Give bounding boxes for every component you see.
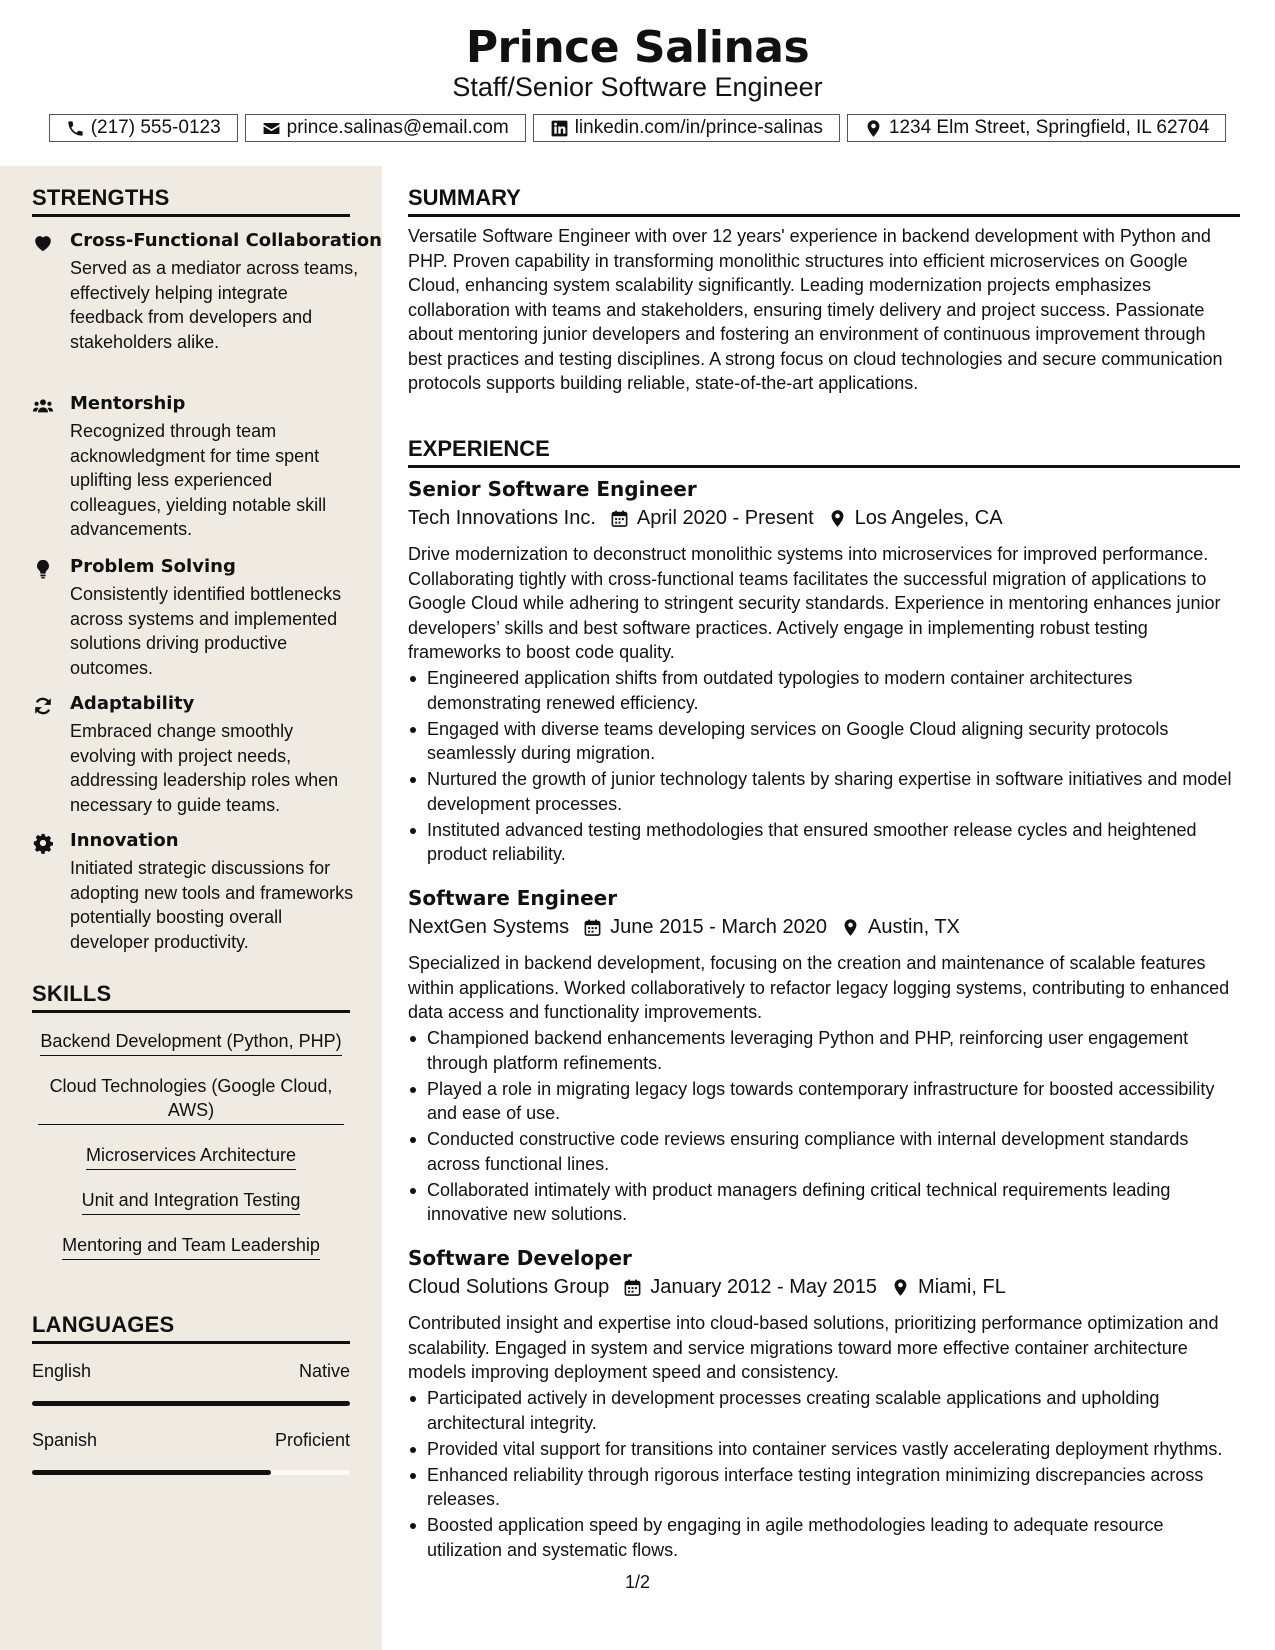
calendar-icon (623, 1278, 642, 1297)
job-title: Senior Software Engineer (408, 477, 697, 501)
skills-heading: SKILLS (32, 981, 112, 1006)
strength-item (32, 693, 362, 813)
bullet-item: Enhanced reliability through rigorous interface testing integration minimizing discrepancies across releases. (408, 1463, 1240, 1512)
job-dates: April 2020 - Present (636, 507, 814, 529)
language-bar-fill (32, 1470, 271, 1475)
strength-desc: Consistently identified bottlenecks across systems and implemented solutions driving productive outcomes. (70, 584, 342, 678)
job-bullets (408, 1386, 1240, 1564)
summary-heading: SUMMARY (408, 185, 521, 210)
job-meta (408, 1276, 1006, 1299)
job-location: Los Angeles, CA (854, 507, 1003, 529)
job-bullets (408, 1026, 1240, 1228)
job-company: Tech Innovations Inc. (408, 507, 596, 529)
strength-item (32, 556, 362, 676)
strength-item (32, 830, 362, 950)
job-description: Contributed insight and expertise into cloud-based solutions, prioritizing performance optimization and scalability. Engaged in system and service migrations toward more effective container architecture models improving deployment speed and consistency. (408, 1313, 1219, 1382)
envelope-icon (262, 119, 281, 138)
job-meta (408, 507, 1003, 530)
bullet-item: Conducted constructive code reviews ensuring compliance with internal development standards across functional lines. (408, 1127, 1240, 1176)
phone-text: (217) 555-0123 (90, 117, 221, 138)
job-location: Austin, TX (867, 916, 960, 938)
strength-desc: Recognized through team acknowledgment for time spent uplifting less experienced colleagues, yielding notable skill advancements. (70, 421, 327, 539)
phone-icon (66, 119, 85, 138)
strength-desc: Served as a mediator across teams, effectively helping integrate feedback from developers and stakeholders alike. (70, 258, 359, 352)
sidebar (0, 166, 382, 1650)
lightbulb-icon (32, 558, 54, 580)
calendar-icon (610, 509, 629, 528)
bullet-item: Played a role in migrating legacy logs towards contemporary infrastructure for boosted accessibility and ease of use. (408, 1077, 1240, 1126)
strength-title: Adaptability (70, 693, 195, 714)
bullet-item: Provided vital support for transitions into container services vastly accelerating deployment rhythms. (408, 1437, 1240, 1462)
job-location: Miami, FL (918, 1276, 1006, 1298)
users-icon (32, 395, 54, 417)
gear-icon (32, 832, 54, 854)
strength-item (32, 230, 382, 370)
skills-rule (32, 1010, 350, 1013)
strength-title: Innovation (70, 830, 179, 851)
strength-title: Cross-Functional Collaboration (70, 230, 382, 251)
summary-rule (408, 214, 1240, 217)
candidate-title: Staff/Senior Software Engineer (452, 72, 823, 102)
strength-title: Mentorship (70, 393, 186, 414)
map-pin-icon (891, 1278, 910, 1297)
linkedin-icon (550, 119, 569, 138)
skill-item: Unit and Integration Testing (32, 1188, 350, 1215)
linkedin-text: linkedin.com/in/prince-salinas (574, 117, 823, 138)
bullet-item: Championed backend enhancements leveraging Python and PHP, reinforcing user engagement through platform refinements. (408, 1026, 1240, 1075)
candidate-name: Prince Salinas (465, 22, 810, 73)
languages-heading: LANGUAGES (32, 1312, 175, 1337)
job-title: Software Engineer (408, 886, 618, 910)
job-company: Cloud Solutions Group (408, 1276, 610, 1298)
bullet-item: Nurtured the growth of junior technology talents by sharing expertise in software initiatives and model development processes. (408, 767, 1240, 816)
strength-desc: Embraced change smoothly evolving with project needs, addressing leadership roles when necessary to guide teams. (70, 721, 339, 815)
page-number: 1/2 (624, 1572, 651, 1592)
strength-item (32, 393, 362, 539)
calendar-icon (583, 918, 602, 937)
language-level: Native (298, 1361, 350, 1381)
contact-row (0, 114, 1275, 142)
email-text: prince.salinas@email.com (286, 117, 509, 138)
bullet-item: Engineered application shifts from outdated typologies to modern container architectures demonstrating renewed efficiency. (408, 666, 1240, 715)
experience-heading: EXPERIENCE (408, 436, 550, 461)
skill-item: Microservices Architecture (32, 1143, 350, 1170)
map-pin-icon (864, 119, 883, 138)
language-bar-fill (32, 1401, 350, 1406)
language-bar-track (32, 1401, 350, 1406)
strength-desc: Initiated strategic discussions for adopting new tools and frameworks potentially boosting overall developer productivity. (70, 858, 354, 952)
job-dates: June 2015 - March 2020 (610, 916, 827, 938)
map-pin-icon (841, 918, 860, 937)
bullet-item: Participated actively in development processes creating scalable applications and upholding architectural integrity. (408, 1386, 1240, 1435)
bullet-item: Instituted advanced testing methodologies that ensured smoother release cycles and heightened product reliability. (408, 818, 1240, 867)
sync-icon (32, 695, 54, 717)
contact-email[interactable] (245, 114, 526, 142)
bullet-item: Boosted application speed by engaging in agile methodologies leading to adequate resource utilization and systematic flows. (408, 1513, 1240, 1562)
job-meta (408, 916, 960, 939)
skill-item: Mentoring and Team Leadership (32, 1233, 350, 1260)
strengths-heading: STRENGTHS (32, 185, 170, 210)
language-name: English (32, 1361, 92, 1381)
job-description: Drive modernization to deconstruct monolithic systems into microservices for improved performance. Collaborating tightly with cross-functional teams facilitates the successful migration of applications to Google Cloud while adhering to stringent security standards. Experience in mentoring enhances junior developers’ skills and best software practices. Actively engage in implementing robust testing frameworks to boost code quality. (408, 544, 1221, 662)
map-pin-icon (828, 509, 847, 528)
job-dates: January 2012 - May 2015 (650, 1276, 878, 1298)
strength-title: Problem Solving (70, 556, 236, 577)
languages-rule (32, 1341, 350, 1344)
strengths-rule (32, 214, 350, 217)
summary-text: Versatile Software Engineer with over 12 years' experience in backend development with Python and PHP. Proven capability in transforming monolithic structures into efficient microservices on Google Cloud, enhancing system scalability significantly. Leading modernization projects emphasizes collaboration with teams and stakeholders, ensuring timely delivery and project success. Passionate about mentoring junior developers and fostering an environment of continuous improvement through best practices and testing disciplines. A strong focus on cloud technologies and secure communication protocols supports building reliable, state-of-the-art applications. (408, 226, 1223, 393)
job-bullets (408, 666, 1240, 868)
experience-rule (408, 465, 1240, 468)
address-text: 1234 Elm Street, Springfield, IL 62704 (888, 117, 1210, 138)
job-company: NextGen Systems (408, 916, 570, 938)
heart-icon (32, 232, 54, 254)
job-description: Specialized in backend development, focusing on the creation and maintenance of scalable features within applications. Worked collaboratively to refactor legacy logging systems, contributing to enhanced data access and functionality improvements. (408, 953, 1230, 1022)
bullet-item: Collaborated intimately with product managers defining critical technical requirements leading innovative new solutions. (408, 1178, 1240, 1227)
contact-address[interactable] (847, 114, 1226, 142)
bullet-item: Engaged with diverse teams developing services on Google Cloud aligning security protocols seamlessly during migration. (408, 717, 1240, 766)
contact-phone[interactable] (49, 114, 238, 142)
language-name: Spanish (32, 1430, 98, 1450)
skill-item: Backend Development (Python, PHP) (32, 1029, 350, 1056)
skill-item: Cloud Technologies (Google Cloud, AWS) (38, 1074, 344, 1125)
job-title: Software Developer (408, 1246, 632, 1270)
contact-linkedin[interactable] (533, 114, 840, 142)
language-bar-track (32, 1470, 350, 1475)
language-level: Proficient (274, 1430, 350, 1450)
